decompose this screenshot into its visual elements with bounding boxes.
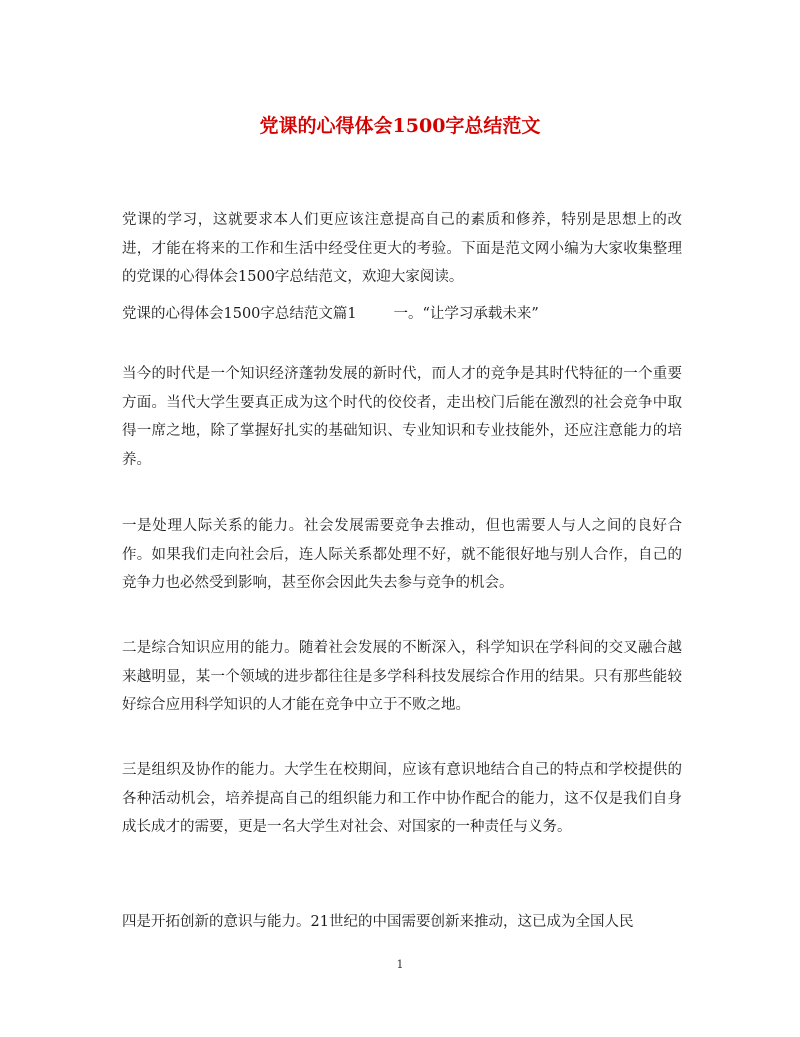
- intro-paragraph: 党课的学习，这就要求本人们更应该注意提高自己的素质和修养，特别是思想上的改进，才能在将来的工作和生活中经受住更大的考验。下面是范文网小编为大家收集整理的党课的心得体会1500字总结范文，欢迎大家阅读。: [122, 212, 682, 285]
- section-label: 党课的心得体会1500字总结范文篇1: [122, 306, 357, 322]
- body-paragraph: 当今的时代是一个知识经济蓬勃发展的新时代，而人才的竞争是其时代特征的一个重要方面。当代大学生要真正成为这个时代的佼佼者，走出校门后能在激烈的社会竞争中取得一席之地，除了掌握好扎实的基础知识、专业知识和专业技能外，还应注意能力的培养。: [122, 366, 682, 468]
- section-heading: [122, 300, 682, 329]
- body-paragraph: 四是开拓创新的意识与能力。21世纪的中国需要创新来推动，这已成为全国人民: [122, 914, 634, 930]
- body-paragraph: 二是综合知识应用的能力。随着社会发展的不断深入，科学知识在学科间的交叉融合越来越明显，某一个领域的进步都往往是多学科科技发展综合作用的结果。只有那些能较好综合应用科学知识的人才能在竞争中立于不败之地。: [122, 640, 682, 713]
- body-paragraph: 一是处理人际关系的能力。社会发展需要竞争去推动，但也需要人与人之间的良好合作。如果我们走向社会后，连人际关系都处理不好，就不能很好地与别人合作，自己的竞争力也必然受到影响，甚至你会因此失去参与竞争的机会。: [122, 518, 682, 591]
- section-subtitle: 一。“让学习承载未来”: [393, 306, 539, 322]
- body-paragraph: 三是组织及协作的能力。大学生在校期间，应该有意识地结合自己的特点和学校提供的各种活动机会，培养提高自己的组织能力和工作中协作配合的能力，这不仅是我们自身成长成才的需要，更是一名大学生对社会、对国家的一种责任与义务。: [122, 762, 682, 835]
- document-title: 党课的心得体会1500字总结范文: [259, 115, 541, 137]
- page-number: 1: [396, 958, 404, 971]
